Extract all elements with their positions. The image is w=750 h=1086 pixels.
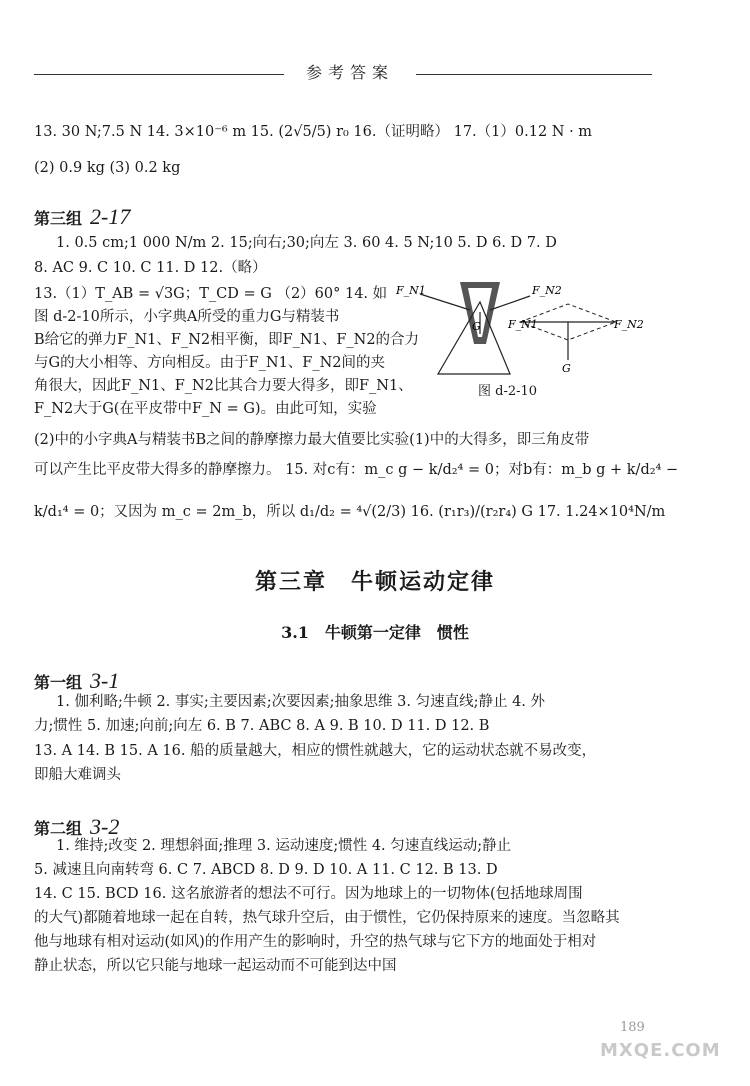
- group-heading: [34, 668, 119, 694]
- label-fn2-right: F_N2: [614, 318, 644, 331]
- group-code: 3-2: [90, 814, 120, 839]
- running-header: 参考答案: [305, 63, 394, 82]
- label-g: G: [472, 320, 481, 333]
- answer-line: 1. 维持;改变 2. 理想斜面;推理 3. 运动速度;惯性 4. 匀速直线运动;静止: [56, 838, 512, 854]
- group-heading: [34, 204, 130, 230]
- page-number: 189: [620, 1020, 645, 1035]
- answer-line: 5. 减速且向南转弯 6. C 7. ABCD 8. D 9. D 10. A 11. C 12. B 13. D: [34, 862, 498, 878]
- label-g-right: G: [562, 362, 571, 375]
- answer-line: 与G的大小相等、方向相反。由于F_N1、F_N2间的夹: [34, 355, 386, 371]
- section-title: 3.1 牛顿第一定律 惯性: [281, 623, 469, 642]
- answer-line: 13.（1）T_AB = √3G；T_CD = G （2）60° 14. 如: [34, 286, 388, 302]
- label-fn2: F_N2: [532, 284, 562, 297]
- answer-line: 他与地球有相对运动(如风)的作用产生的影响时，升空的热气球与它下方的地面处于相对: [34, 934, 597, 950]
- answer-line: k/d₁⁴ = 0；又因为 m_c = 2m_b，所以 d₁/d₂ = ⁴√(2/3) 16. (r₁r₃)/(r₂r₄) G 17. 1.24×10⁴N/m: [34, 504, 666, 520]
- answer-line: F_N2大于G(在平皮带中F_N = G)。由此可知，实验: [34, 401, 377, 417]
- answer-line: B给它的弹力F_N1、F_N2相平衡，即F_N1、F_N2的合力: [34, 332, 420, 348]
- answer-line: 即船大难调头: [34, 767, 121, 783]
- answer-line: 力;惯性 5. 加速;向前;向左 6. B 7. ABC 8. A 9. B 10. D 11. D 12. B: [34, 718, 490, 734]
- group-label: 第一组: [34, 673, 83, 692]
- figure-caption: 图 d-2-10: [478, 384, 538, 399]
- watermark: MXQE.COM: [600, 1040, 721, 1061]
- answer-line: 1. 0.5 cm;1 000 N/m 2. 15;向右;30;向左 3. 60 4. 5 N;10 5. D 6. D 7. D: [56, 235, 557, 251]
- answer-line: 图 d-2-10所示，小字典A所受的重力G与精装书: [34, 309, 340, 325]
- group-code: 2-17: [90, 204, 131, 229]
- answer-line: 13. A 14. B 15. A 16. 船的质量越大，相应的惯性就越大，它的运动状态就不易改变，: [34, 743, 597, 759]
- answer-line: 14. C 15. BCD 16. 这名旅游者的想法不可行。因为地球上的一切物体(包括地球周围: [34, 886, 583, 902]
- header-rule-left: [34, 74, 284, 75]
- answer-line: 可以产生比平皮带大得多的静摩擦力。 15. 对c有：m_c g − k/d₂⁴ = 0；对b有：m_b g + k/d₂⁴ −: [34, 462, 679, 478]
- label-fn1-right: F_N1: [508, 318, 538, 331]
- answer-line: 1. 伽利略;牛顿 2. 事实;主要因素;次要因素;抽象思维 3. 匀速直线;静止 4. 外: [56, 694, 546, 710]
- answer-line: 静止状态，所以它只能与地球一起运动而不可能到达中国: [34, 958, 397, 974]
- answer-line: 角很大，因此F_N1、F_N2比其合力要大得多，即F_N1、: [34, 378, 413, 394]
- answer-line: (2)中的小字典A与精装书B之间的静摩擦力最大值要比实验(1)中的大得多，即三角皮带: [34, 432, 590, 448]
- group-label: 第二组: [34, 819, 83, 838]
- answer-line: (2) 0.9 kg (3) 0.2 kg: [34, 160, 181, 176]
- header-rule-right: [416, 74, 652, 75]
- answer-line: 8. AC 9. C 10. C 11. D 12.（略）: [34, 260, 267, 276]
- chapter-title: 第三章 牛顿运动定律: [254, 569, 495, 595]
- answer-line: 13. 30 N;7.5 N 14. 3×10⁻⁶ m 15. (2√5/5) r₀ 16.（证明略） 17.（1）0.12 N · m: [34, 124, 593, 140]
- answer-line: 的大气)都随着地球一起在自转，热气球升空后，由于惯性，它仍保持原来的速度。当忽略其: [34, 910, 620, 926]
- group-label: 第三组: [34, 209, 83, 228]
- group-code: 3-1: [90, 668, 120, 693]
- force-fn1-arrow: [420, 294, 470, 310]
- label-fn1: F_N1: [396, 284, 426, 297]
